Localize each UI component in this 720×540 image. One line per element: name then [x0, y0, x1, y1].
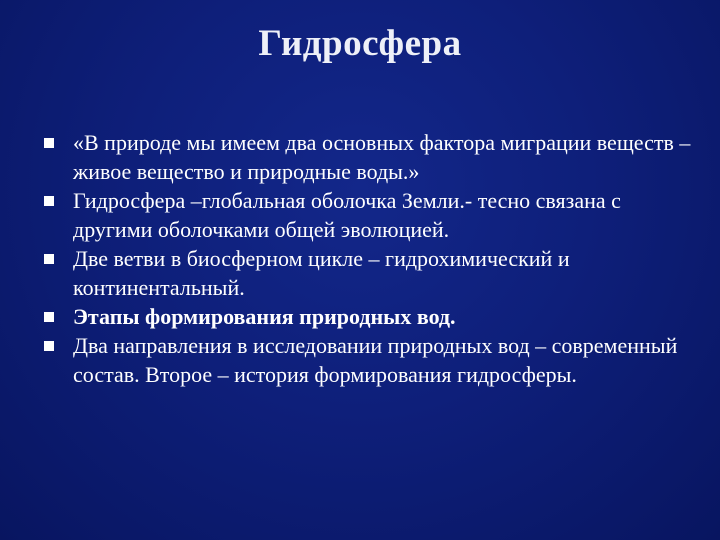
bullet-text-1: «В природе мы имеем два основных фактора миграции веществ – живое вещество и природные воды.»	[73, 130, 691, 184]
square-bullet-icon	[44, 341, 54, 351]
bullet-text-4: Этапы формирования природных вод.	[73, 304, 456, 329]
bullet-text-5: Два направления в исследовании природных вод – современный состав. Второе – история формирования гидросферы.	[73, 333, 678, 387]
bullet-text-3: Две ветви в биосферном цикле – гидрохимический и континентальный.	[73, 246, 570, 300]
bullet-list	[42, 128, 702, 389]
bullet-item-1	[42, 128, 702, 186]
square-bullet-icon	[44, 254, 54, 264]
bullet-text-2: Гидросфера –глобальная оболочка Земли.- тесно связана с другими оболочками общей эволюцией.	[73, 188, 621, 242]
bullet-item-4	[42, 302, 702, 331]
square-bullet-icon	[44, 196, 54, 206]
slide-title: Гидросфера	[258, 23, 462, 64]
square-bullet-icon	[44, 138, 54, 148]
square-bullet-icon	[44, 312, 54, 322]
bullet-item-5	[42, 331, 702, 389]
bullet-item-3	[42, 244, 702, 302]
bullet-item-2	[42, 186, 702, 244]
